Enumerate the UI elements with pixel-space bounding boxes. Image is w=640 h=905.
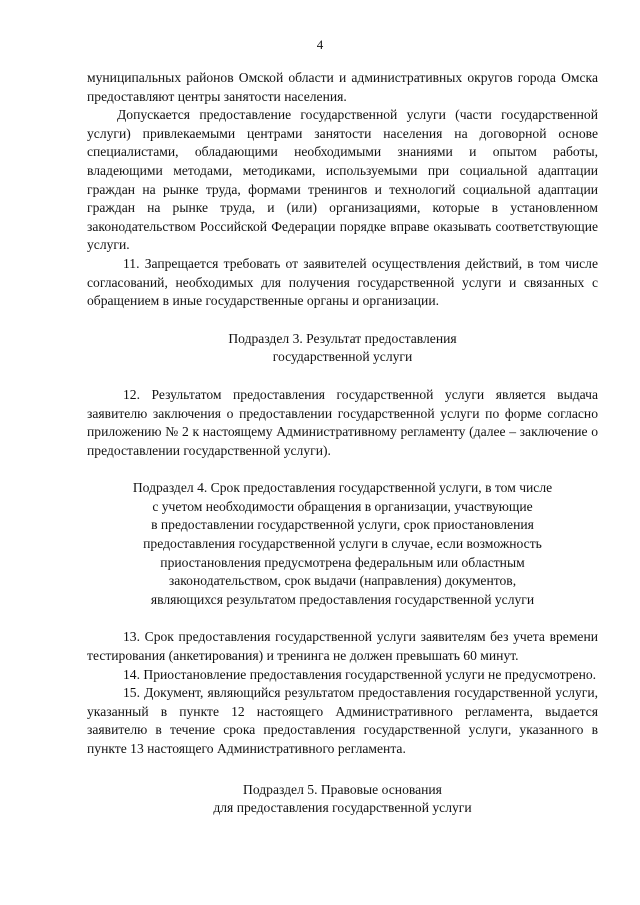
paragraph-12: 12. Результатом предоставления государственной услуги является выдача заявителю заключения о предоставлении государственной услуги по форме согласно приложению № 2 к настоящему Административному регламенту (далее – заключение о предоставлении государственной услуги). [87, 386, 598, 458]
heading-line: в предоставлении государственной услуги, срок приостановления [151, 517, 534, 533]
heading-line: государственной услуги [272, 349, 413, 365]
paragraph-11: 11. Запрещается требовать от заявителей осуществления действий, в том числе согласований, необходимых для получения государственной услуги и связанных с обращением в иные государственные органы и организации. [87, 255, 598, 309]
subsection-5-heading [87, 781, 598, 818]
paragraph-continuation: муниципальных районов Омской области и административных округов города Омска предоставляют центры занятости населения. [87, 70, 598, 104]
paragraph-allowed-providers: Допускается предоставление государственной услуги (части государственной услуги) привлекаемыми центрами занятости населения на договорной основе специалистами, обладающими необходимыми знаниями и опытом работы, владеющими методами, методиками, используемыми при социальной адаптации граждан на рынке труда, формами тренингов и технологий социальной адаптации граждан на рынке труда, и (или) организациями, которые в установленном законодательством Российской Федерации порядке вправе оказывать соответствующие услуги. [87, 107, 598, 253]
subsection-3-heading [87, 330, 598, 367]
heading-line: для предоставления государственной услуги [213, 800, 472, 816]
page-number: 4 [316, 37, 324, 52]
heading-line: Подраздел 5. Правовые основания [243, 781, 442, 797]
heading-line: Подраздел 4. Срок предоставления государственной услуги, в том числе [132, 480, 553, 496]
document-body [87, 69, 598, 818]
subsection-4-heading [87, 479, 598, 609]
heading-line: Подраздел 3. Результат предоставления [228, 330, 457, 346]
heading-line: законодательством, срок выдачи (направления) документов, [168, 573, 517, 589]
paragraph-13: 13. Срок предоставления государственной услуги заявителям без учета времени тестирования (анкетирования) и тренинга не должен превышать 60 минут. [87, 629, 598, 664]
paragraph-15: 15. Документ, являющийся результатом предоставления государственной услуги, указанный в пункте 12 настоящего Административного регламента, выдается заявителю в течение срока предоставления государственной услуги, указанного в пункте 13 настоящего Административного регламента. [87, 685, 598, 756]
heading-line: являющихся результатом предоставления государственной услуги [150, 591, 535, 607]
heading-line: приостановления предусмотрена федеральным или областным [160, 554, 525, 570]
paragraph-14: 14. Приостановление предоставления государственной услуги не предусмотрено. [123, 666, 597, 682]
heading-line: с учетом необходимости обращения в организации, участвующие [152, 498, 533, 514]
heading-line: предоставления государственной услуги в случае, если возможность [143, 536, 542, 552]
